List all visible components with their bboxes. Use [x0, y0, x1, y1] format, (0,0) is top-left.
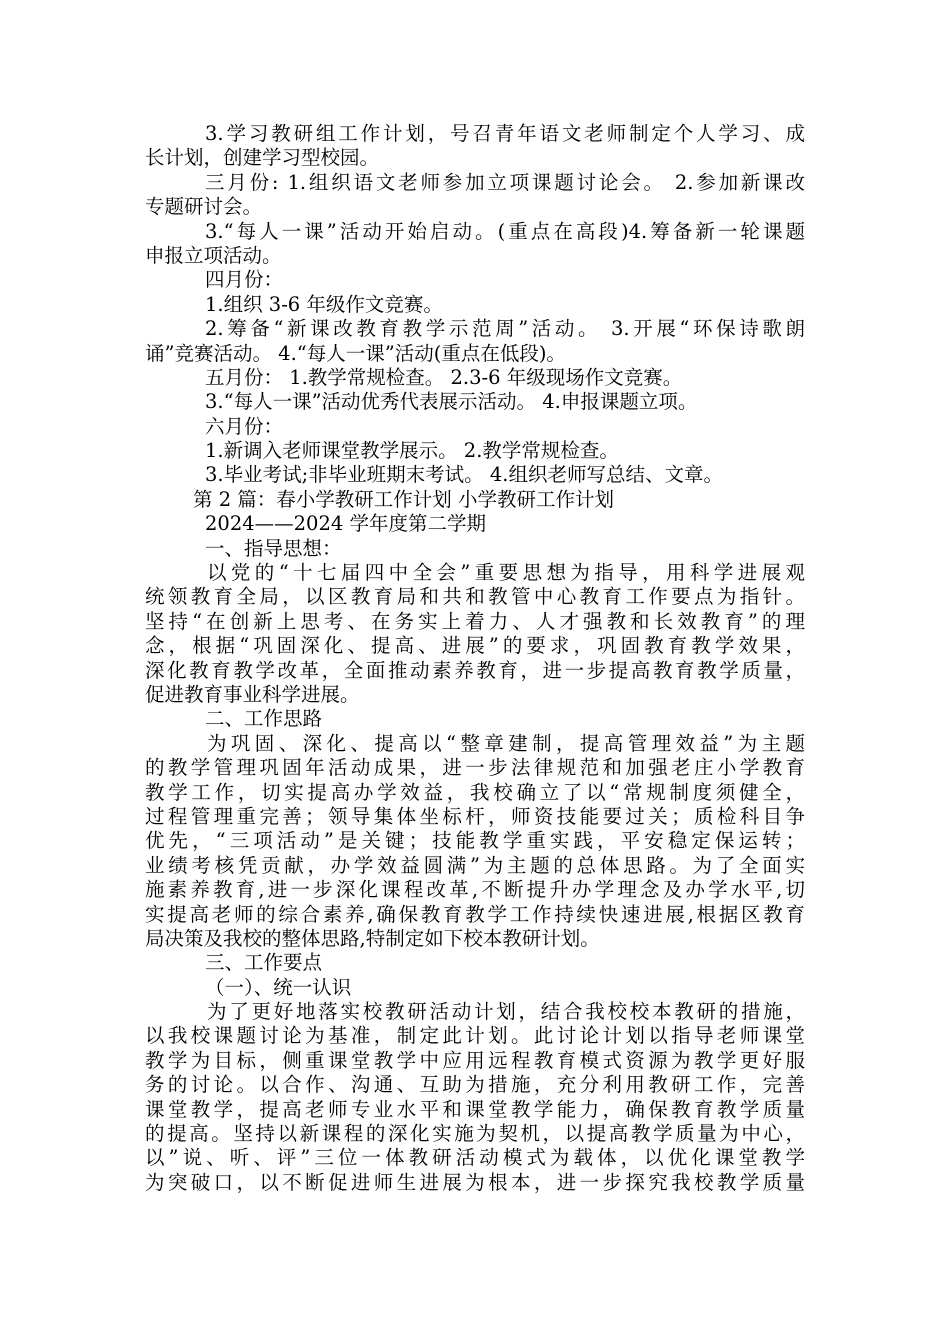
- text-line: 3.毕业考试;非毕业班期末考试。 4.组织老师写总结、文章。: [205, 463, 723, 487]
- text-line: 以我校课题讨论为基准，制定此计划。此讨论计划以指导老师课堂: [145, 1024, 805, 1048]
- text-line: 五月份： 1.教学常规检查。 2.3-6 年级现场作文竞赛。: [205, 365, 683, 389]
- text-line: 务的讨论。以合作、沟通、互助为措施，充分利用教研工作，完善: [145, 1073, 805, 1097]
- text-line: 六月份：: [205, 414, 284, 438]
- text-line: 四月份：: [205, 268, 284, 292]
- text-line: 申报立项活动。: [145, 243, 282, 267]
- text-line: 教学工作，切实提高办学效益，我校确立了以“常规制度须健全，: [145, 780, 805, 804]
- text-line: 第 2 篇：春小学教研工作计划 小学教研工作计划: [193, 487, 615, 511]
- text-line: 课堂教学，提高老师专业水平和课堂教学能力，确保教育教学质量: [145, 1097, 805, 1121]
- text-line: 局决策及我校的整体思路,特制定如下校本教研计划。: [145, 926, 600, 950]
- text-line: 二、工作思路: [205, 707, 323, 731]
- text-line: 为突破口，以不断促进师生进展为根本，进一步探究我校教学质量: [145, 1170, 805, 1194]
- text-line: 坚持“在创新上思考、在务实上着力、人才强教和长效教育”的理: [145, 609, 805, 633]
- text-line: 2.筹备“新课改教育教学示范周”活动。 3.开展“环保诗歌朗: [205, 317, 805, 341]
- text-line: 专题研讨会。: [145, 195, 263, 219]
- document-body: [145, 122, 805, 1195]
- text-line: 诵”竞赛活动。 4.“每人一课”活动(重点在低段)。: [145, 341, 566, 365]
- text-line: 一、指导思想：: [205, 536, 342, 560]
- text-line: 业绩考核凭贡献，办学效益圆满”为主题的总体思路。为了全面实: [145, 853, 805, 877]
- text-line: 3.“每人一课”活动优秀代表展示活动。 4.申报课题立项。: [205, 390, 698, 414]
- text-line: 以党的“十七届四中全会”重要思想为指导，用科学进展观: [207, 561, 805, 585]
- text-line: 长计划，创建学习型校园。: [145, 146, 380, 170]
- text-line: 过程管理重完善；领导集体坐标杆，师资技能要过关；质检科目争: [145, 804, 805, 828]
- text-line: 三、工作要点: [205, 951, 323, 975]
- text-line: 以”说、听、评”三位一体教研活动模式为载体，以优化课堂教学: [145, 1146, 805, 1170]
- text-line: （一）、统一认识: [205, 975, 352, 999]
- text-line: 统领教育全局，以区教育局和共和教管中心教育工作要点为指针。: [145, 585, 805, 609]
- text-line: 促进教育事业科学进展。: [145, 682, 360, 706]
- text-line: 教学为目标，侧重课堂教学中应用远程教育模式资源为教学更好服: [145, 1048, 805, 1072]
- text-line: 为巩固、深化、提高以“整章建制，提高管理效益”为主题: [207, 731, 805, 755]
- text-line: 1.新调入老师课堂教学展示。 2.教学常规检查。: [205, 439, 619, 463]
- text-line: 念，根据“巩固深化、提高、进展”的要求，巩固教育教学效果，: [145, 634, 805, 658]
- text-line: 深化教育教学改革，全面推动素养教育，进一步提高教育教学质量，: [145, 658, 805, 682]
- text-line: 实提高老师的综合素养,确保教育教学工作持续快速进展,根据区教育: [145, 902, 805, 926]
- text-line: 1.组织 3-6 年级作文竞赛。: [205, 292, 443, 316]
- text-line: 2024——2024 学年度第二学期: [205, 512, 486, 536]
- text-line: 3.学习教研组工作计划，号召青年语文老师制定个人学习、成: [205, 122, 805, 145]
- text-line: 的提高。坚持以新课程的深化实施为契机，以提高教学质量为中心，: [145, 1122, 805, 1146]
- text-line: 为了更好地落实校教研活动计划，结合我校校本教研的措施，: [207, 1000, 805, 1024]
- text-line: 优先，“三项活动”是关键；技能教学重实践，平安稳定保运转；: [145, 829, 805, 853]
- text-line: 的教学管理巩固年活动成果，进一步法律规范和加强老庄小学教育: [145, 756, 805, 780]
- text-line: 三月份: 1.组织语文老师参加立项课题讨论会。 2.参加新课改: [205, 170, 805, 194]
- text-line: 施素养教育,进一步深化课程改革,不断提升办学理念及办学水平,切: [145, 878, 805, 902]
- text-line: 3.“每人一课”活动开始启动。(重点在高段)4.筹备新一轮课题: [205, 219, 805, 243]
